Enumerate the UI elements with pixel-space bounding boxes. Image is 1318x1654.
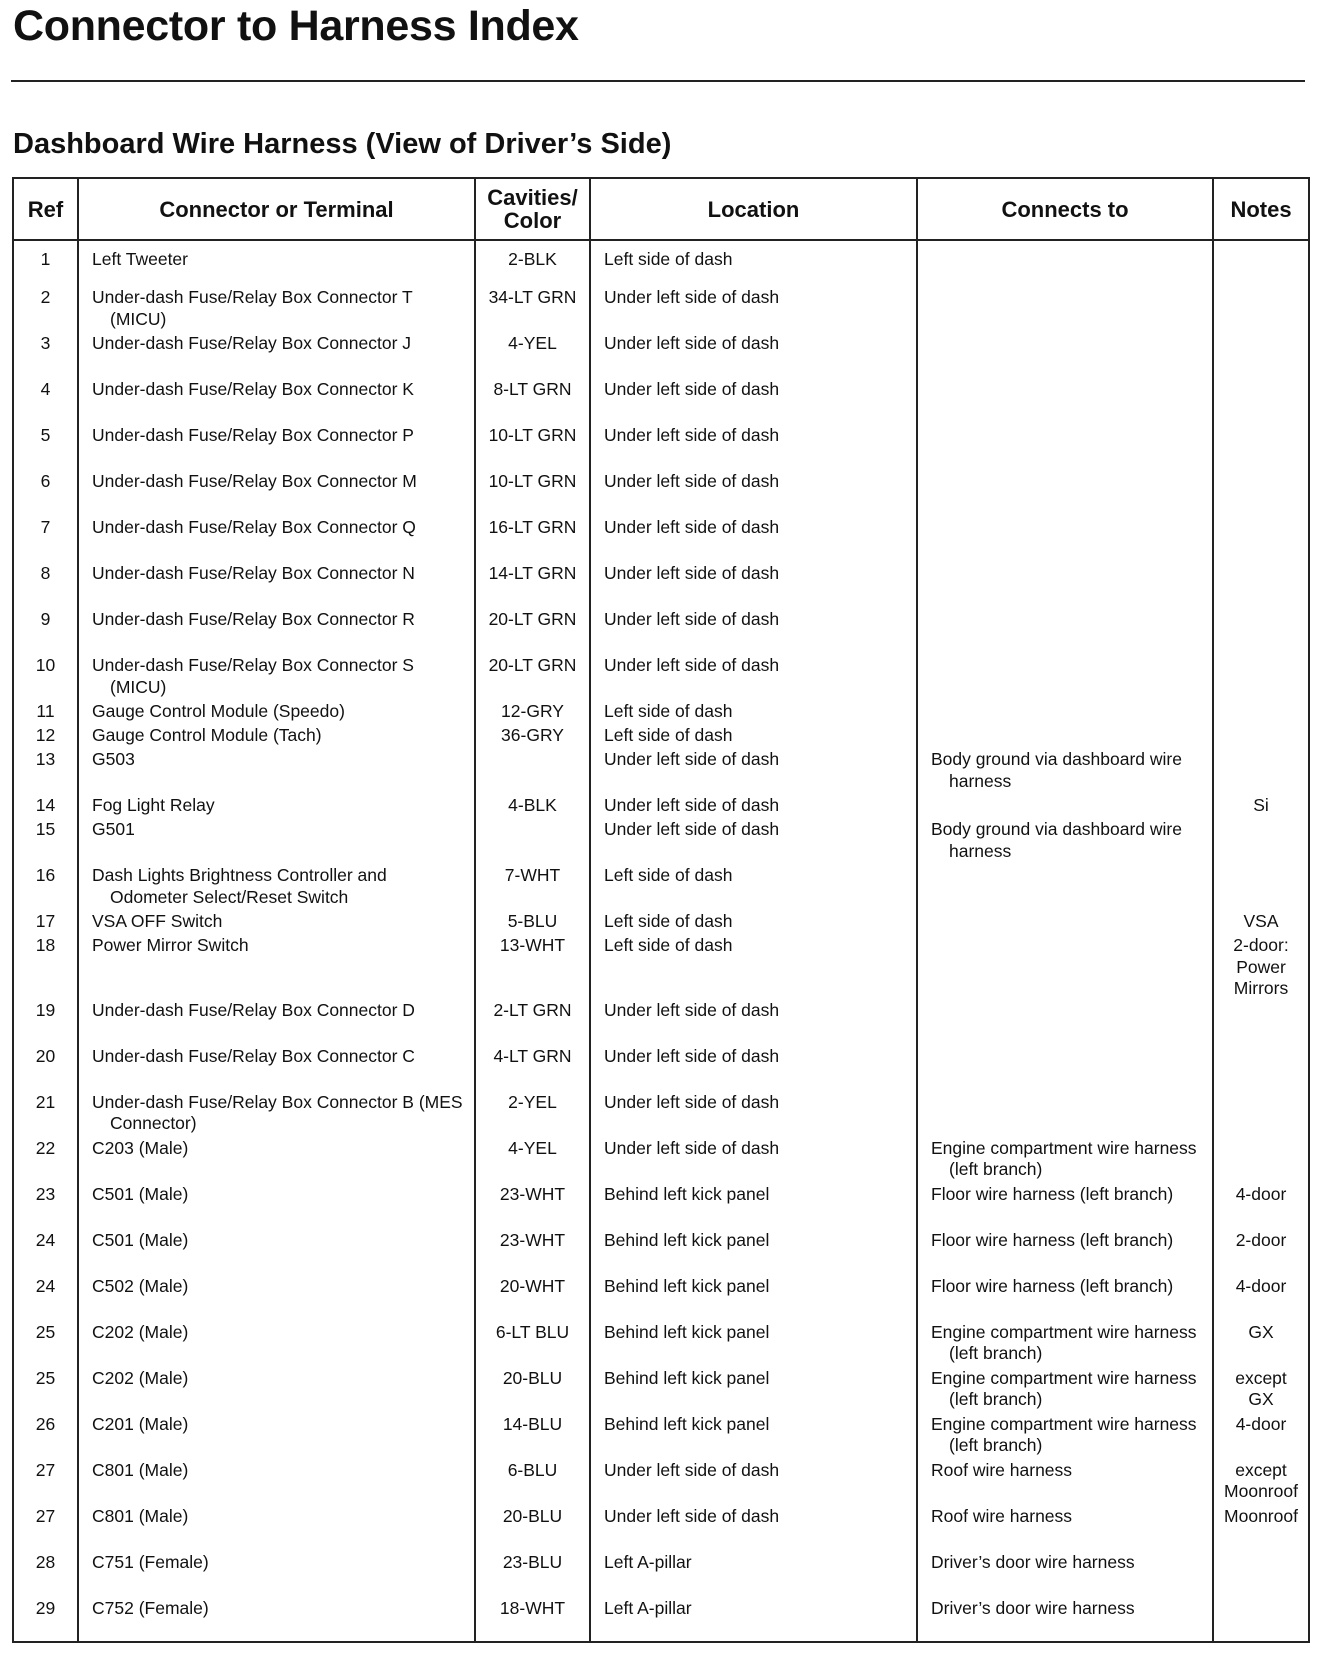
row-connector: Power Mirror Switch xyxy=(78,935,475,1000)
row-connects-to: Engine compartment wire harness (left branch) xyxy=(917,1414,1213,1460)
row-location: Under left side of dash xyxy=(590,749,917,795)
row-location: Under left side of dash xyxy=(590,471,917,517)
row-connects-to xyxy=(917,795,1213,819)
row-cavities: 4-BLK xyxy=(475,795,590,819)
row-notes: 2-door xyxy=(1213,1230,1309,1276)
row-notes xyxy=(1213,1138,1309,1184)
row-connector: C202 (Male) xyxy=(78,1368,475,1414)
row-connects-to: Engine compartment wire harness (left branch) xyxy=(917,1138,1213,1184)
row-cavities: 20-BLU xyxy=(475,1368,590,1414)
header-cavities: Cavities/ Color xyxy=(475,178,590,240)
table-row xyxy=(13,471,1309,517)
row-ref: 1 xyxy=(13,240,78,287)
row-location: Under left side of dash xyxy=(590,1460,917,1506)
row-notes xyxy=(1213,517,1309,563)
row-connector: Gauge Control Module (Tach) xyxy=(78,725,475,749)
row-connects-to xyxy=(917,517,1213,563)
row-cavities: 23-WHT xyxy=(475,1230,590,1276)
row-location: Left side of dash xyxy=(590,935,917,1000)
table-row xyxy=(13,749,1309,795)
row-cavities: 4-YEL xyxy=(475,333,590,379)
row-location: Behind left kick panel xyxy=(590,1276,917,1322)
row-connects-to: Floor wire harness (left branch) xyxy=(917,1276,1213,1322)
row-cavities: 5-BLU xyxy=(475,911,590,935)
row-notes xyxy=(1213,655,1309,701)
header-notes: Notes xyxy=(1213,178,1309,240)
row-connector: C203 (Male) xyxy=(78,1138,475,1184)
table-row xyxy=(13,1598,1309,1643)
header-connects-to: Connects to xyxy=(917,178,1213,240)
row-ref: 16 xyxy=(13,865,78,911)
row-ref: 24 xyxy=(13,1230,78,1276)
row-notes xyxy=(1213,701,1309,725)
row-connects-to xyxy=(917,425,1213,471)
row-location: Under left side of dash xyxy=(590,819,917,865)
title-divider xyxy=(11,80,1305,82)
row-cavities: 16-LT GRN xyxy=(475,517,590,563)
row-cavities: 4-YEL xyxy=(475,1138,590,1184)
row-connects-to: Driver’s door wire harness xyxy=(917,1598,1213,1643)
row-ref: 23 xyxy=(13,1184,78,1230)
row-location: Left side of dash xyxy=(590,240,917,287)
row-ref: 15 xyxy=(13,819,78,865)
row-ref: 28 xyxy=(13,1552,78,1598)
row-connector: C801 (Male) xyxy=(78,1460,475,1506)
row-connector: Dash Lights Brightness Controller and Odometer Select/Reset Switch xyxy=(78,865,475,911)
row-connector: Under-dash Fuse/Relay Box Connector M xyxy=(78,471,475,517)
table-row xyxy=(13,1322,1309,1368)
row-cavities xyxy=(475,819,590,865)
row-cavities: 6-LT BLU xyxy=(475,1322,590,1368)
row-location: Under left side of dash xyxy=(590,1506,917,1552)
row-connects-to xyxy=(917,287,1213,333)
row-cavities: 20-WHT xyxy=(475,1276,590,1322)
row-ref: 12 xyxy=(13,725,78,749)
row-connects-to xyxy=(917,725,1213,749)
row-notes: Si xyxy=(1213,795,1309,819)
header-ref: Ref xyxy=(13,178,78,240)
row-notes xyxy=(1213,471,1309,517)
table-row xyxy=(13,1230,1309,1276)
row-connector: VSA OFF Switch xyxy=(78,911,475,935)
row-connects-to: Roof wire harness xyxy=(917,1460,1213,1506)
table-row xyxy=(13,935,1309,1000)
row-notes xyxy=(1213,1000,1309,1046)
row-connector: Under-dash Fuse/Relay Box Connector B (MES Connector) xyxy=(78,1092,475,1138)
table-row xyxy=(13,333,1309,379)
table-row xyxy=(13,1414,1309,1460)
row-notes xyxy=(1213,240,1309,287)
table-row xyxy=(13,865,1309,911)
row-location: Under left side of dash xyxy=(590,379,917,425)
row-connects-to: Body ground via dashboard wire harness xyxy=(917,819,1213,865)
row-cavities: 20-BLU xyxy=(475,1506,590,1552)
row-cavities: 14-BLU xyxy=(475,1414,590,1460)
table-row xyxy=(13,1092,1309,1138)
row-ref: 27 xyxy=(13,1506,78,1552)
table-header-row xyxy=(13,178,1309,240)
row-connector: C501 (Male) xyxy=(78,1184,475,1230)
row-connector: Under-dash Fuse/Relay Box Connector C xyxy=(78,1046,475,1092)
row-cavities: 2-YEL xyxy=(475,1092,590,1138)
row-connects-to xyxy=(917,1046,1213,1092)
page-title: Connector to Harness Index xyxy=(13,2,579,50)
row-location: Left side of dash xyxy=(590,701,917,725)
row-connector: Fog Light Relay xyxy=(78,795,475,819)
table-row xyxy=(13,240,1309,287)
row-connector: Under-dash Fuse/Relay Box Connector J xyxy=(78,333,475,379)
row-connects-to: Floor wire harness (left branch) xyxy=(917,1184,1213,1230)
row-notes: except Moonroof xyxy=(1213,1460,1309,1506)
row-ref: 14 xyxy=(13,795,78,819)
row-notes xyxy=(1213,287,1309,333)
table-row xyxy=(13,517,1309,563)
row-connector: Under-dash Fuse/Relay Box Connector K xyxy=(78,379,475,425)
header-connector: Connector or Terminal xyxy=(78,178,475,240)
table-row xyxy=(13,1460,1309,1506)
row-ref: 11 xyxy=(13,701,78,725)
row-location: Under left side of dash xyxy=(590,563,917,609)
row-location: Under left side of dash xyxy=(590,1000,917,1046)
header-location: Location xyxy=(590,178,917,240)
row-notes: 4-door xyxy=(1213,1184,1309,1230)
row-cavities: 20-LT GRN xyxy=(475,609,590,655)
row-connector: C201 (Male) xyxy=(78,1414,475,1460)
row-location: Left side of dash xyxy=(590,725,917,749)
row-notes xyxy=(1213,1046,1309,1092)
row-notes: 2-door: Power Mirrors xyxy=(1213,935,1309,1000)
row-connects-to xyxy=(917,1000,1213,1046)
row-ref: 24 xyxy=(13,1276,78,1322)
row-notes xyxy=(1213,1598,1309,1643)
row-connector: Under-dash Fuse/Relay Box Connector P xyxy=(78,425,475,471)
row-ref: 29 xyxy=(13,1598,78,1643)
row-location: Behind left kick panel xyxy=(590,1414,917,1460)
row-cavities: 23-BLU xyxy=(475,1552,590,1598)
row-cavities: 2-LT GRN xyxy=(475,1000,590,1046)
row-notes xyxy=(1213,749,1309,795)
table-row xyxy=(13,655,1309,701)
table-row xyxy=(13,911,1309,935)
row-ref: 2 xyxy=(13,287,78,333)
row-connects-to xyxy=(917,379,1213,425)
row-ref: 21 xyxy=(13,1092,78,1138)
row-notes xyxy=(1213,819,1309,865)
row-location: Left side of dash xyxy=(590,865,917,911)
row-cavities: 12-GRY xyxy=(475,701,590,725)
row-connector: C752 (Female) xyxy=(78,1598,475,1643)
row-cavities xyxy=(475,749,590,795)
row-cavities: 18-WHT xyxy=(475,1598,590,1643)
row-location: Behind left kick panel xyxy=(590,1322,917,1368)
row-notes: VSA xyxy=(1213,911,1309,935)
row-location: Under left side of dash xyxy=(590,287,917,333)
row-location: Behind left kick panel xyxy=(590,1184,917,1230)
row-notes xyxy=(1213,609,1309,655)
row-ref: 19 xyxy=(13,1000,78,1046)
row-notes: GX xyxy=(1213,1322,1309,1368)
table-row xyxy=(13,287,1309,333)
row-ref: 18 xyxy=(13,935,78,1000)
row-ref: 9 xyxy=(13,609,78,655)
row-cavities: 6-BLU xyxy=(475,1460,590,1506)
row-ref: 5 xyxy=(13,425,78,471)
row-connector: G503 xyxy=(78,749,475,795)
row-location: Behind left kick panel xyxy=(590,1230,917,1276)
row-connector: Under-dash Fuse/Relay Box Connector D xyxy=(78,1000,475,1046)
row-connector: Under-dash Fuse/Relay Box Connector R xyxy=(78,609,475,655)
row-ref: 13 xyxy=(13,749,78,795)
row-ref: 8 xyxy=(13,563,78,609)
connector-index-table xyxy=(12,177,1310,1643)
table-row xyxy=(13,795,1309,819)
row-connects-to xyxy=(917,333,1213,379)
row-connector: C202 (Male) xyxy=(78,1322,475,1368)
row-cavities: 36-GRY xyxy=(475,725,590,749)
row-location: Under left side of dash xyxy=(590,1092,917,1138)
table-row xyxy=(13,1000,1309,1046)
row-notes xyxy=(1213,1552,1309,1598)
table-row xyxy=(13,701,1309,725)
row-notes: 4-door xyxy=(1213,1276,1309,1322)
table-row xyxy=(13,609,1309,655)
row-notes: Moonroof xyxy=(1213,1506,1309,1552)
row-location: Under left side of dash xyxy=(590,333,917,379)
row-cavities: 34-LT GRN xyxy=(475,287,590,333)
row-cavities: 20-LT GRN xyxy=(475,655,590,701)
row-cavities: 10-LT GRN xyxy=(475,471,590,517)
table-row xyxy=(13,425,1309,471)
row-location: Left side of dash xyxy=(590,911,917,935)
row-notes xyxy=(1213,725,1309,749)
row-connects-to xyxy=(917,240,1213,287)
row-location: Left A-pillar xyxy=(590,1552,917,1598)
table-row xyxy=(13,563,1309,609)
row-notes: 4-door xyxy=(1213,1414,1309,1460)
row-cavities: 23-WHT xyxy=(475,1184,590,1230)
row-ref: 27 xyxy=(13,1460,78,1506)
row-connector: Gauge Control Module (Speedo) xyxy=(78,701,475,725)
row-location: Under left side of dash xyxy=(590,609,917,655)
row-cavities: 13-WHT xyxy=(475,935,590,1000)
row-location: Under left side of dash xyxy=(590,795,917,819)
row-connector: C751 (Female) xyxy=(78,1552,475,1598)
row-notes xyxy=(1213,563,1309,609)
row-connector: G501 xyxy=(78,819,475,865)
row-ref: 25 xyxy=(13,1322,78,1368)
row-connector: C501 (Male) xyxy=(78,1230,475,1276)
row-connects-to xyxy=(917,563,1213,609)
table-row xyxy=(13,1046,1309,1092)
table-row xyxy=(13,1138,1309,1184)
row-connects-to xyxy=(917,609,1213,655)
row-connects-to: Body ground via dashboard wire harness xyxy=(917,749,1213,795)
row-connects-to xyxy=(917,1092,1213,1138)
row-connects-to xyxy=(917,865,1213,911)
table-row xyxy=(13,379,1309,425)
row-ref: 10 xyxy=(13,655,78,701)
row-notes xyxy=(1213,1092,1309,1138)
row-connector: Left Tweeter xyxy=(78,240,475,287)
row-ref: 17 xyxy=(13,911,78,935)
row-location: Left A-pillar xyxy=(590,1598,917,1643)
row-cavities: 2-BLK xyxy=(475,240,590,287)
row-connector: Under-dash Fuse/Relay Box Connector N xyxy=(78,563,475,609)
row-ref: 26 xyxy=(13,1414,78,1460)
row-ref: 6 xyxy=(13,471,78,517)
row-connector: C801 (Male) xyxy=(78,1506,475,1552)
table-row xyxy=(13,1276,1309,1322)
row-connects-to: Floor wire harness (left branch) xyxy=(917,1230,1213,1276)
row-cavities: 4-LT GRN xyxy=(475,1046,590,1092)
table-row xyxy=(13,1368,1309,1414)
row-ref: 4 xyxy=(13,379,78,425)
row-notes xyxy=(1213,333,1309,379)
row-connects-to xyxy=(917,911,1213,935)
row-location: Under left side of dash xyxy=(590,517,917,563)
row-connects-to: Driver’s door wire harness xyxy=(917,1552,1213,1598)
row-connects-to: Engine compartment wire harness (left branch) xyxy=(917,1322,1213,1368)
row-cavities: 10-LT GRN xyxy=(475,425,590,471)
row-connects-to xyxy=(917,701,1213,725)
row-connects-to xyxy=(917,471,1213,517)
row-notes xyxy=(1213,425,1309,471)
section-title: Dashboard Wire Harness (View of Driver’s Side) xyxy=(13,128,672,160)
row-connects-to: Engine compartment wire harness (left branch) xyxy=(917,1368,1213,1414)
row-notes: except GX xyxy=(1213,1368,1309,1414)
row-location: Under left side of dash xyxy=(590,655,917,701)
row-location: Behind left kick panel xyxy=(590,1368,917,1414)
row-connector: Under-dash Fuse/Relay Box Connector T (MICU) xyxy=(78,287,475,333)
row-ref: 20 xyxy=(13,1046,78,1092)
row-cavities: 14-LT GRN xyxy=(475,563,590,609)
row-ref: 22 xyxy=(13,1138,78,1184)
row-connector: C502 (Male) xyxy=(78,1276,475,1322)
row-connects-to xyxy=(917,655,1213,701)
table-row xyxy=(13,1184,1309,1230)
row-notes xyxy=(1213,865,1309,911)
row-location: Under left side of dash xyxy=(590,1138,917,1184)
row-notes xyxy=(1213,379,1309,425)
table-row xyxy=(13,1506,1309,1552)
table-body xyxy=(13,240,1309,1642)
row-cavities: 7-WHT xyxy=(475,865,590,911)
row-ref: 25 xyxy=(13,1368,78,1414)
row-connects-to: Roof wire harness xyxy=(917,1506,1213,1552)
row-connector: Under-dash Fuse/Relay Box Connector S (MICU) xyxy=(78,655,475,701)
row-cavities: 8-LT GRN xyxy=(475,379,590,425)
table-row xyxy=(13,1552,1309,1598)
row-ref: 3 xyxy=(13,333,78,379)
row-ref: 7 xyxy=(13,517,78,563)
row-connects-to xyxy=(917,935,1213,1000)
row-location: Under left side of dash xyxy=(590,1046,917,1092)
table-row xyxy=(13,725,1309,749)
table-row xyxy=(13,819,1309,865)
row-location: Under left side of dash xyxy=(590,425,917,471)
row-connector: Under-dash Fuse/Relay Box Connector Q xyxy=(78,517,475,563)
